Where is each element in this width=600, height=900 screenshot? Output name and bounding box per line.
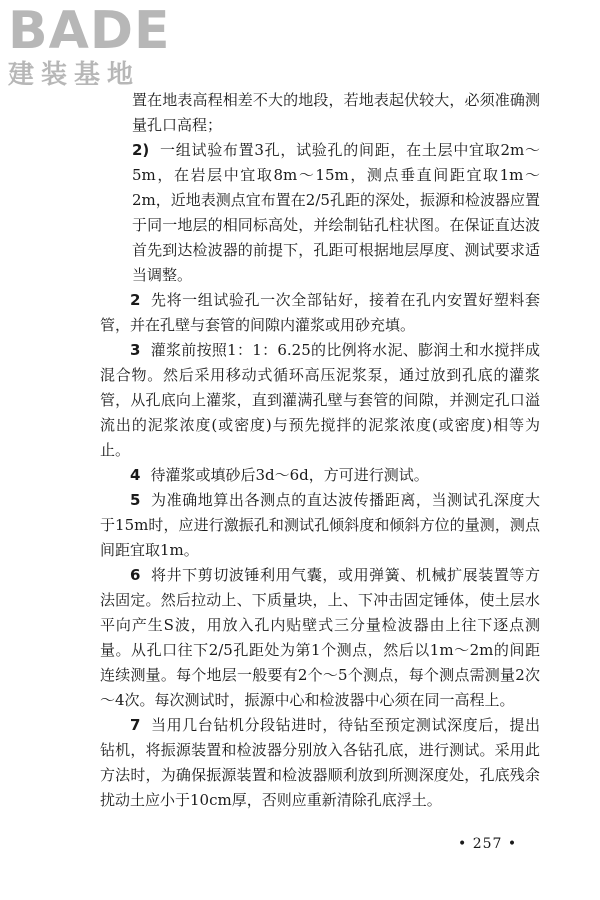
- page-number: • 257 •: [458, 836, 518, 852]
- item-number: 5: [130, 491, 141, 509]
- paragraph-item-5: [100, 488, 540, 563]
- item-number: 6: [130, 566, 141, 584]
- item-number: 4: [130, 466, 141, 484]
- item-number: 7: [130, 716, 141, 734]
- item-number: 2: [130, 291, 141, 309]
- document-body: [100, 88, 540, 813]
- paragraph-item-2-sub: [100, 138, 540, 288]
- paragraph-text: 待灌浆或填砂后3d～6d，方可进行测试。: [150, 466, 429, 484]
- paragraph-item-2: [100, 288, 540, 338]
- paragraph-item-7: [100, 713, 540, 813]
- bade-logo: [8, 1, 178, 96]
- paragraph-item-3: [100, 338, 540, 463]
- paragraph-text: 灌浆前按照1：1：6.25的比例将水泥、膨润土和水搅拌成混合物。然后采用移动式循环高压泥浆泵，通过放到孔底的灌浆管，从孔底向上灌浆，直到灌满孔壁与套管的间隙，并测定孔口溢流出的泥浆浓度(或密度)与预先搅拌的泥浆浓度(或密度)相等为止。: [100, 341, 540, 459]
- paragraph-continuation: [100, 88, 540, 138]
- paragraph-text: 置在地表高程相差不大的地段，若地表起伏较大，必须准确测量孔口高程；: [132, 91, 540, 134]
- paragraph-text: 当用几台钻机分段钻进时，待钻至预定测试深度后，提出钻机，将振源装置和检波器分别放入各钻孔底，进行测试。采用此方法时，为确保振源装置和检波器顺利放到所测深度处，孔底残余扰动土应小于10cm厚，否则应重新清除孔底浮土。: [100, 716, 540, 809]
- logo-latin-text: BADE: [8, 1, 171, 61]
- item-number: 2): [132, 141, 150, 159]
- paragraph-text: 将井下剪切波锤利用气囊，或用弹簧、机械扩展装置等方法固定。然后拉动上、下质量块，上、下冲击固定锤体，使土层水平向产生S波，用放入孔内贴壁式三分量检波器由上往下逐点测量。从孔口往下2/5孔距处为第1个测点，然后以1m～2m的间距连续测量。每个地层一般要有2个～5个测点，每个测点需测量2次～4次。每次测试时，振源中心和检波器中心须在同一高程上。: [100, 566, 540, 709]
- paragraph-item-6: [100, 563, 540, 713]
- item-number: 3: [130, 341, 141, 359]
- paragraph-item-4: [100, 463, 540, 488]
- logo-cjk-text: 建装基地: [8, 60, 141, 90]
- paragraph-text: 先将一组试验孔一次全部钻好，接着在孔内安置好塑料套管，并在孔壁与套管的间隙内灌浆或用砂充填。: [100, 291, 540, 334]
- paragraph-text: 一组试验布置3孔，试验孔的间距，在土层中宜取2m～5m，在岩层中宜取8m～15m，测点垂直间距宜取1m～2m，近地表测点宜布置在2/5孔距的深处，振源和检波器应置于同一地层的相同标高处，并绘制钻孔柱状图。在保证直达波首先到达检波器的前提下，孔距可根据地层厚度、测试要求适当调整。: [132, 141, 540, 284]
- paragraph-text: 为准确地算出各测点的直达波传播距离，当测试孔深度大于15m时，应进行激振孔和测试孔倾斜度和倾斜方位的量测，测点间距宜取1m。: [100, 491, 540, 559]
